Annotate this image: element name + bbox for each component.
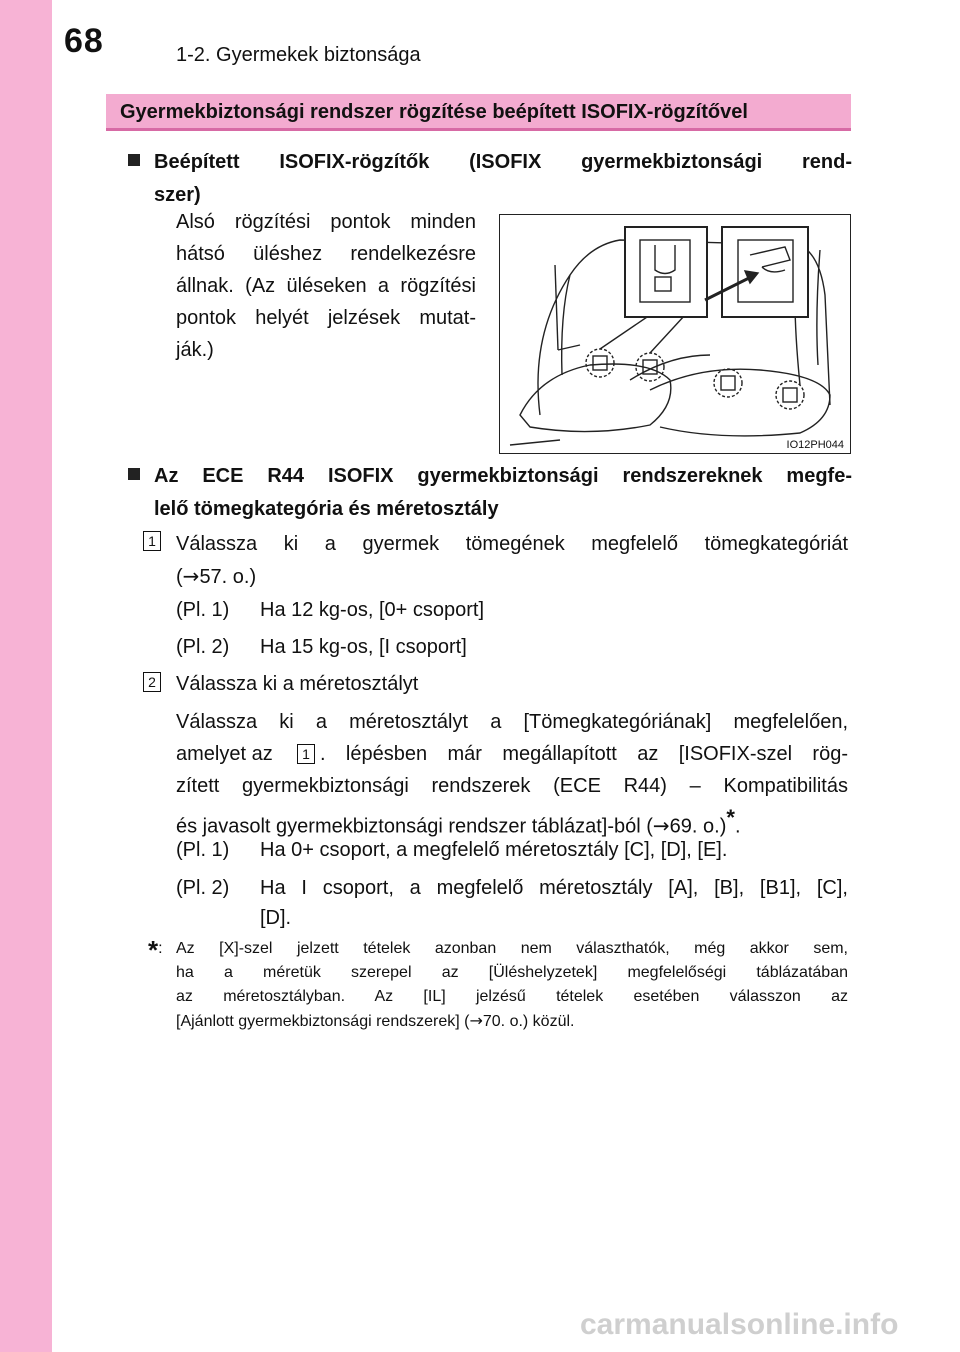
example-text: Ha 0+ csoport, a megfelelő méretosztály [C], [D], [E].: [260, 839, 728, 861]
footnote-text: [176, 937, 848, 1034]
section1-line: Alsó rögzítési pontok minden: [176, 211, 476, 233]
footnote-line: Az [X]-szel jelzett tételek azonban nem választhatók, még akkor sem,: [176, 940, 848, 957]
arrow-right-icon: →: [652, 813, 670, 838]
example-text: Ha 12 kg-os, [0+ csoport]: [260, 599, 485, 621]
footnote-colon: :: [158, 940, 163, 957]
rear-seat-isofix-drawing: [500, 215, 849, 452]
step-2-marker: 2: [143, 672, 161, 692]
footnote-last-prefix: [Ajánlott gyermekbiztonsági rendszerek] (: [176, 1013, 470, 1030]
footnote-line: ha a méretük szerepel az [Üléshelyzetek] megfelelőségi táblázatában: [176, 964, 848, 981]
step-1-example-2: [176, 631, 848, 663]
chapter-title: 1-2. Gyermekek biztonsága: [176, 44, 421, 66]
example-label: (Pl. 2): [176, 636, 230, 658]
example-text: Ha 15 kg-os, [I csoport]: [260, 636, 467, 658]
page-ref: 57. o.): [199, 566, 257, 588]
bullet-square-icon: [128, 468, 140, 480]
step-1-marker: 1: [143, 531, 161, 551]
step-2-title: Válassza ki a méretosztályt: [176, 673, 419, 695]
inline-step-1-marker: 1: [297, 744, 315, 764]
page-ref: 69. o.): [669, 815, 727, 838]
footnote-line: az méretosztályban. Az [IL] jelzésű tételek esetében válasszon az: [176, 988, 848, 1005]
step-2-example-1: [176, 834, 848, 866]
step-1-line2: [176, 560, 848, 593]
example-text: [D].: [260, 907, 292, 929]
isofix-illustration: [499, 214, 851, 454]
step-2-line4-prefix: és javasolt gyermekbiztonsági rendszer táblázat]-ból (: [176, 815, 653, 838]
footnote-last-rest: 70. o.) közül.: [482, 1013, 575, 1030]
section2-heading-line1: Az ECE R44 ISOFIX gyermekbiztonsági rendszereknek megfe-: [154, 465, 852, 487]
example-text: Ha I csoport, a megfelelő méretosztály [A], [B], [B1], [C],: [260, 877, 848, 899]
step-2-line2-prefix: amelyet az: [176, 743, 273, 765]
step-1-text: [176, 528, 848, 593]
figure-id: IO12PH044: [786, 439, 844, 451]
paren: (: [176, 566, 183, 588]
example-label: (Pl. 1): [176, 839, 230, 861]
example-label: (Pl. 1): [176, 599, 230, 621]
section1-heading: [128, 146, 852, 212]
footnote-star-marker: *: [148, 935, 159, 965]
step-2-example-2: [176, 872, 848, 904]
section1-line: állnak. (Az üléseken a rögzítési: [176, 275, 476, 297]
page-number: 68: [64, 22, 104, 60]
footnote-star: *: [726, 805, 735, 830]
arrow-right-icon: →: [182, 564, 200, 588]
step-1-line1: Válassza ki a gyermek tömegének megfelelő tömegkategóriát: [176, 533, 848, 555]
section-banner-title: Gyermekbiztonsági rendszer rögzítése beépített ISOFIX-rögzítővel: [120, 101, 748, 123]
section1-line: hátsó üléshez rendelkezésre: [176, 243, 476, 265]
example-label: (Pl. 2): [176, 877, 230, 899]
section1-paragraph: [176, 206, 476, 366]
step-2-example-2-cont: [176, 902, 848, 934]
section1-heading-line1: Beépített ISOFIX-rögzítők (ISOFIX gyermekbiztonsági rend-: [154, 151, 852, 173]
footnote: [148, 935, 848, 1030]
arrow-right-icon: →: [469, 1011, 483, 1030]
section2-heading-line2: lelő tömegkategória és méretosztály: [154, 498, 499, 520]
bullet-square-icon: [128, 154, 140, 166]
footnote-line-last: [176, 1009, 848, 1034]
period: .: [734, 815, 741, 838]
step-2-line2: [176, 738, 848, 770]
watermark: carmanualsonline.info: [580, 1308, 899, 1341]
section1-line: ják.): [176, 339, 214, 361]
section1-heading-line2: szer): [154, 184, 201, 206]
section1-line: pontok helyét jelzések mutat-: [176, 307, 476, 329]
step-1-example-1: [176, 594, 848, 626]
step-2-line3: zített gyermekbiztonsági rendszerek (ECE R44) – Kompatibilitás: [176, 775, 848, 797]
step-2-line1: Válassza ki a méretosztályt a [Tömegkategóriának] megfelelően,: [176, 711, 848, 733]
section2-heading: [128, 460, 852, 526]
step-2-paragraph: [176, 706, 848, 843]
side-color-bar: [0, 0, 52, 1352]
step-2-line2-rest: . lépésben már megállapított az [ISOFIX-szel rög-: [320, 743, 848, 765]
section-banner: [106, 94, 851, 131]
